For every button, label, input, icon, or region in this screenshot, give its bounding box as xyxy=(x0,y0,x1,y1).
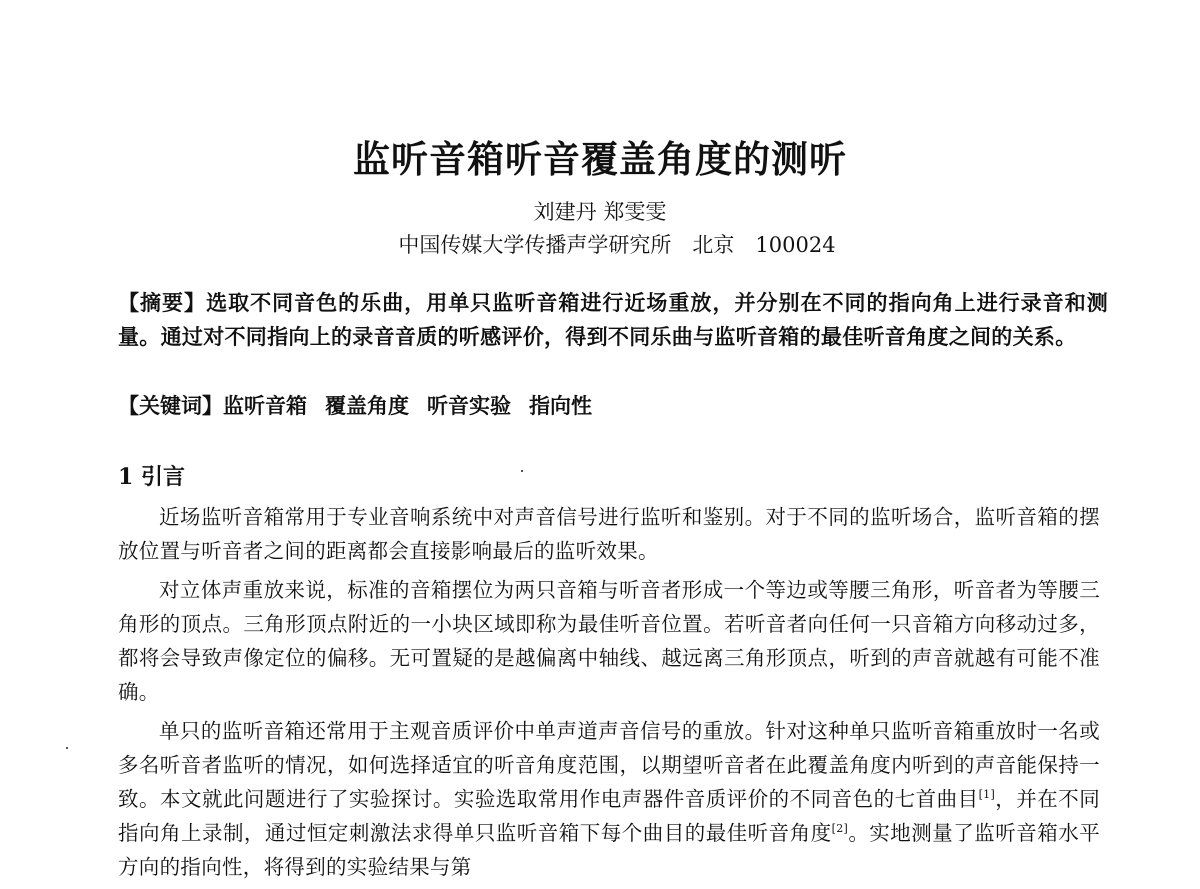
citation-ref: [1] xyxy=(978,788,996,802)
section-heading: 1 引言 xyxy=(118,464,185,490)
section-body xyxy=(118,500,1100,889)
body-paragraph: 近场监听音箱常用于专业音响系统中对声音信号进行监听和鉴别。对于不同的监听场合，监听音箱的摆放位置与听音者之间的距离都会直接影响最后的监听效果。 xyxy=(118,505,1100,563)
paragraph-text: ，并在不同指向角上录制，通过恒定刺激法求得单只监听音箱下每个曲目的最佳听音角度 xyxy=(118,787,1100,845)
paper-authors: 刘建丹 郑雯雯 xyxy=(533,200,667,224)
citation-ref: [2] xyxy=(831,822,849,836)
keyword-item: 指向性 xyxy=(529,393,592,418)
abstract-label: 【摘要】 xyxy=(118,290,207,315)
keyword-item: 听音实验 xyxy=(427,393,511,418)
paragraph-text: 单只的监听音箱还常用于主观音质评价中单声道声音信号的重放。针对这种单只监听音箱重放时一名或多名听音者监听的情况，如何选择适宜的听音角度范围，以期望听音者在此覆盖角度内听到的声音能保持一致。本文就此问题进行了实验探讨。实验选取常用作电声器件音质评价的不同音色的七首曲目 xyxy=(118,719,1100,811)
paper-affiliation: 中国传媒大学传播声学研究所 北京 100024 xyxy=(398,233,836,257)
abstract xyxy=(118,286,1108,354)
scan-speck xyxy=(521,470,523,472)
body-paragraph xyxy=(118,714,1100,884)
abstract-text: 选取不同音色的乐曲，用单只监听音箱进行近场重放，并分别在不同的指向角上进行录音和测量。通过对不同指向上的录音音质的听感评价，得到不同乐曲与监听音箱的最佳听音角度之间的关系。 xyxy=(118,290,1109,349)
paragraph-text: 。实地测量了监听音箱水平方向的指向性，将得到的实验结果与第 xyxy=(118,821,1100,879)
body-paragraph: 对立体声重放来说，标准的音箱摆位为两只音箱与听音者形成一个等边或等腰三角形，听音者为等腰三角形的顶点。三角形顶点附近的一小块区域即称为最佳听音位置。若听音者向任何一只音箱方向移动过多，都将会导致声像定位的偏移。无可置疑的是越偏离中轴线、越远离三角形顶点，听到的声音就越有可能不准确。 xyxy=(118,578,1100,704)
keyword-item: 监听音箱 xyxy=(223,393,307,418)
keyword-item: 覆盖角度 xyxy=(325,393,409,418)
keywords xyxy=(118,389,1108,423)
paper-title: 监听音箱听音覆盖角度的测听 xyxy=(353,137,847,181)
scan-speck xyxy=(66,747,68,749)
keywords-label: 【关键词】 xyxy=(118,393,223,418)
